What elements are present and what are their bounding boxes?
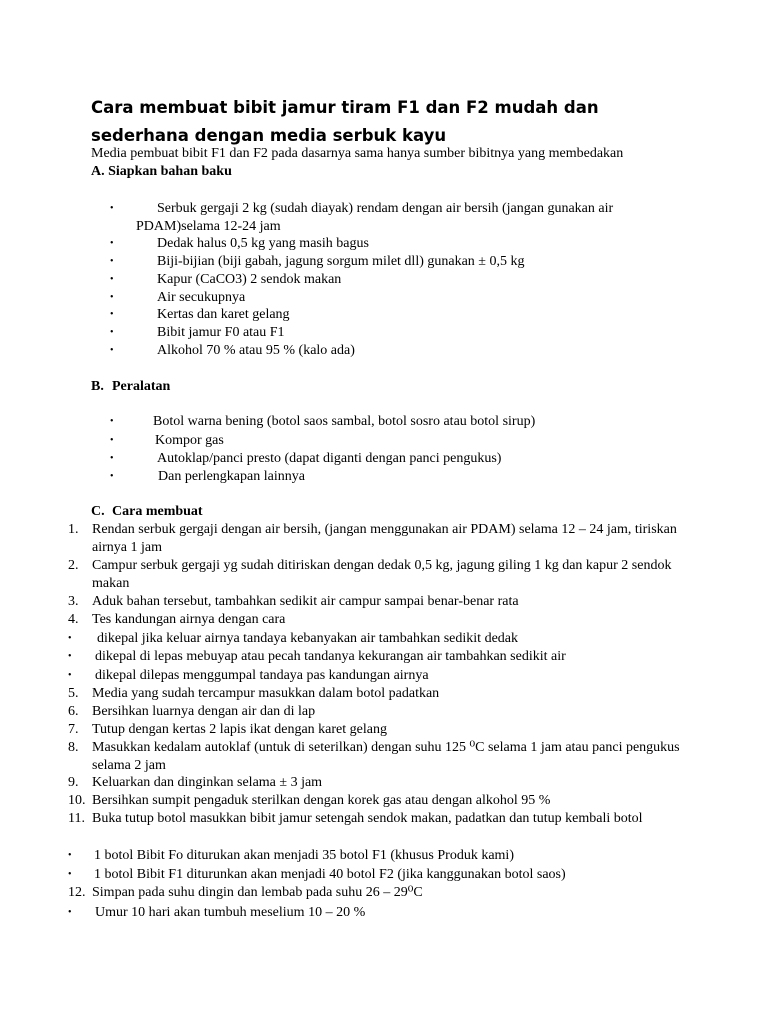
step-item: 4. Tes kandungan airnya dengan cara [68, 612, 286, 627]
section-b-number: B. [91, 379, 104, 394]
bullet-icon: • [110, 435, 114, 446]
bullet-icon: • [110, 416, 114, 427]
step-item: 2. Campur serbuk gergaji yg sudah ditiriskan dengan dedak 0,5 kg, jagung giling 1 kg dan kapur 2 sendok makan [68, 558, 672, 591]
list-item: • Serbuk gergaji 2 kg (sudah diayak) rendam dengan air bersih (jangan gunakan air PDAM)selama 12-24 jam [110, 201, 614, 234]
list-item: • Kompor gas [110, 433, 224, 448]
list-item: • Air secukupnya [110, 290, 246, 305]
step-item: 7. Tutup dengan kertas 2 lapis ikat dengan karet gelang [68, 722, 387, 737]
bullet-icon: • [110, 238, 114, 249]
step-item: 12. Simpan pada suhu dingin dan lembab pada suhu 26 – 29⁰C [68, 885, 423, 900]
section-a-heading: A. Siapkan bahan baku [91, 164, 232, 179]
bullet-icon: • [110, 327, 114, 338]
step-item: 5. Media yang sudah tercampur masukkan dalam botol padatkan [68, 686, 440, 701]
intro-text: Media pembuat bibit F1 dan F2 pada dasarnya sama hanya sumber bibitnya yang membedakan [91, 146, 624, 161]
bullet-icon: • [68, 850, 72, 861]
bullet-icon: • [110, 471, 114, 482]
section-c-title: Cara membuat [112, 504, 203, 519]
step-item: 8. Masukkan kedalam autoklaf (untuk di seterilkan) dengan suhu 125 ⁰C selama 1 jam atau panci pengukus selama 2 jam [68, 740, 680, 773]
list-item: • Botol warna bening (botol saos sambal, botol sosro atau botol sirup) [110, 414, 536, 429]
bullet-icon: • [110, 309, 114, 320]
step-bullet-item: • dikepal jika keluar airnya tandaya kebanyakan air tambahkan sedikit dedak [68, 631, 518, 646]
step-item: 11. Buka tutup botol masukkan bibit jamur setengah sendok makan, padatkan dan tutup kembali botol [68, 811, 643, 826]
list-item: • Dan perlengkapan lainnya [110, 469, 305, 484]
title-line-1: Cara membuat bibit jamur tiram F1 dan F2 mudah dan [91, 98, 599, 117]
step-item: 1. Rendan serbuk gergaji dengan air bersih, (jangan menggunakan air PDAM) selama 12 – 24 jam, tiriskan airnya 1 jam [68, 522, 677, 555]
section-c-heading [91, 503, 203, 521]
step-item: 10. Bersihkan sumpit pengaduk sterilkan dengan korek gas atau dengan alkohol 95 % [68, 793, 551, 808]
list-item: • Kapur (CaCO3) 2 sendok makan [110, 272, 342, 287]
bullet-icon: • [68, 869, 72, 880]
bullet-icon: • [110, 256, 114, 267]
bullet-icon: • [110, 274, 114, 285]
list-item: • Alkohol 70 % atau 95 % (kalo ada) [110, 343, 355, 358]
bullet-icon: • [110, 345, 114, 356]
bullet-icon: • [68, 651, 72, 662]
section-b-heading [91, 378, 170, 396]
step-bullet-item: • dikepal dilepas menggumpal tandaya pas kandungan airnya [68, 668, 429, 683]
step-item: 6. Bersihkan luarnya dengan air dan di lap [68, 704, 316, 719]
step-item: 3. Aduk bahan tersebut, tambahkan sedikit air campur sampai benar-benar rata [68, 594, 519, 609]
step-bullet-item: • Umur 10 hari akan tumbuh meselium 10 – 20 % [68, 905, 366, 920]
step-bullet-item: • 1 botol Bibit F1 diturunkan akan menjadi 40 botol F2 (jika kanggunakan botol saos) [68, 867, 566, 882]
step-bullet-item: • 1 botol Bibit Fo diturukan akan menjadi 35 botol F1 (khusus Produk kami) [68, 848, 514, 863]
section-c-number: C. [91, 504, 105, 519]
bullet-icon: • [68, 633, 72, 644]
list-item: • Dedak halus 0,5 kg yang masih bagus [110, 236, 369, 251]
section-b-title: Peralatan [112, 379, 171, 394]
list-item: • Bibit jamur F0 atau F1 [110, 325, 285, 340]
list-item: • Kertas dan karet gelang [110, 307, 290, 322]
bullet-icon: • [110, 453, 114, 464]
list-item: • Biji-bijian (biji gabah, jagung sorgum milet dll) gunakan ± 0,5 kg [110, 254, 525, 269]
list-item: • Autoklap/panci presto (dapat diganti dengan panci pengukus) [110, 451, 502, 466]
document-title [91, 94, 731, 150]
bullet-icon: • [68, 670, 72, 681]
bullet-icon: • [68, 907, 72, 918]
step-bullet-item: • dikepal di lepas mebuyap atau pecah tandanya kekurangan air tambahkan sedikit air [68, 649, 566, 664]
step-item: 9. Keluarkan dan dinginkan selama ± 3 jam [68, 775, 323, 790]
bullet-icon: • [110, 292, 114, 303]
title-line-2: sederhana dengan media serbuk kayu [91, 126, 447, 145]
bullet-icon: • [110, 203, 114, 214]
